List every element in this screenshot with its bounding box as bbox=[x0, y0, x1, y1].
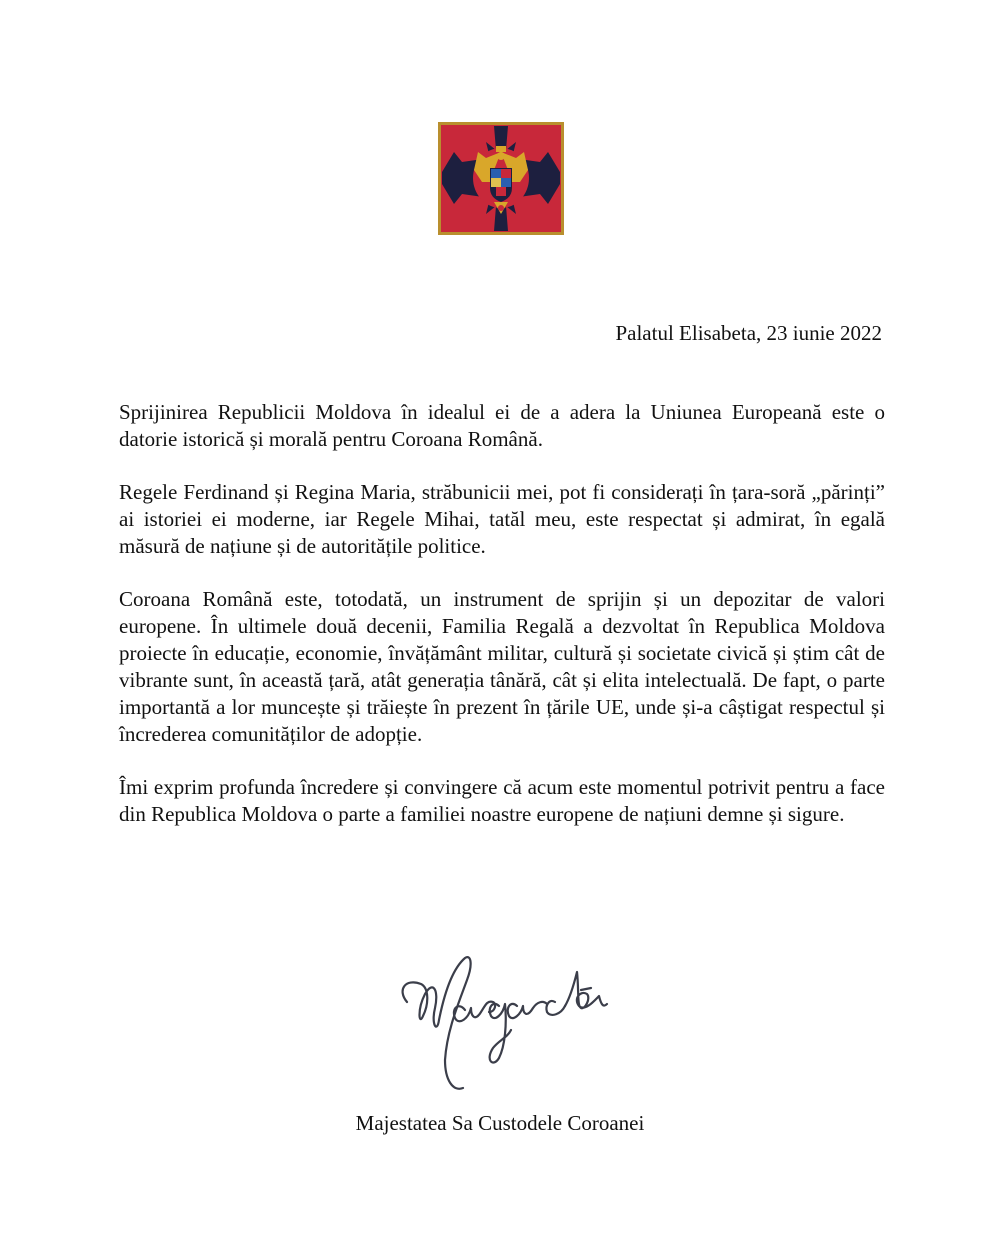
royal-standard-emblem-icon bbox=[438, 122, 564, 235]
paragraph-2: Regele Ferdinand și Regina Maria, străbunicii mei, pot fi considerați în țara-soră „părinți” ai istoriei ei moderne, iar Regele Mihai, tatăl meu, este respectat și admirat, în egală măsură de națiune și de autoritățile politice. bbox=[119, 480, 885, 558]
signer-title: Majestatea Sa Custodele Coroanei bbox=[355, 1111, 645, 1135]
paragraph-4: Îmi exprim profunda încredere și convingere că acum este momentul potrivit pentru a face din Republica Moldova o parte a familiei noastre europene de națiuni demne și sigure. bbox=[119, 775, 885, 826]
handwritten-signature bbox=[395, 950, 610, 1095]
paragraph-1: Sprijinirea Republicii Moldova în idealul ei de a adera la Uniunea Europeană este o datorie istorică și morală pentru Coroana Română. bbox=[119, 400, 885, 451]
letter-body bbox=[119, 399, 885, 854]
place-and-date: Palatul Elisabeta, 23 iunie 2022 bbox=[615, 321, 882, 345]
paragraph-3: Coroana Română este, totodată, un instrument de sprijin și un depozitar de valori europene. În ultimele două decenii, Familia Regală a dezvoltat în Republica Moldova proiecte în educație, economie, învățământ militar, cultură și societate civică și știm cât de vibrante sunt, în această țară, atât generația tânără, cât și elita intelectuală. De fapt, o parte importantă a lor muncește și trăiește în prezent în țările UE, unde și-a câștigat respectul și încrederea comunităților de adopție. bbox=[119, 587, 885, 746]
